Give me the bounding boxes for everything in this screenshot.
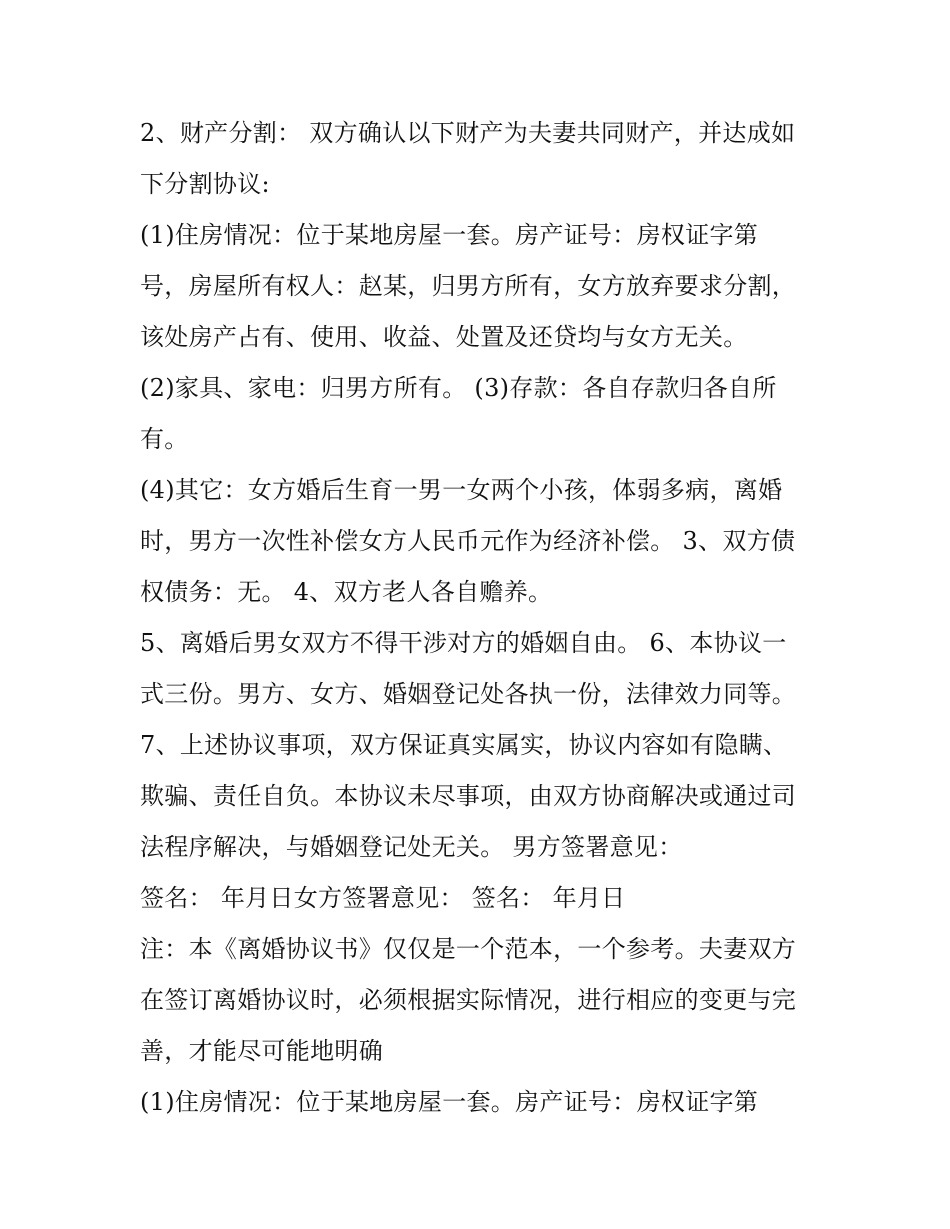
text-line: 善，才能尽可能地明确 (140, 1037, 383, 1065)
text-line: (1)住房情况：位于某地房屋一套。房产证号：房权证字第 (140, 1088, 759, 1116)
text-line: 2、财产分割： 双方确认以下财产为夫妻共同财产，并达成如 (140, 119, 796, 147)
text-line: (2)家具、家电：归男方所有。 (3)存款：各自存款归各自所 (140, 374, 777, 402)
text-line: 法程序解决，与婚姻登记处无关。 男方签署意见： (140, 833, 683, 861)
text-line: 式三份。男方、女方、婚姻登记处各执一份，法律效力同等。 (140, 680, 797, 708)
text-line: 权债务：无。 4、双方老人各自赡养。 (140, 578, 553, 606)
text-line: (4)其它：女方婚后生育一男一女两个小孩，体弱多病，离婚 (140, 476, 783, 504)
text-line: 有。 (140, 425, 189, 453)
text-line: 7、上述协议事项，双方保证真实属实，协议内容如有隐瞒、 (140, 731, 788, 759)
text-line: 签名： 年月日女方签署意见： 签名： 年月日 (140, 884, 626, 912)
text-line: 下分割协议: (140, 170, 270, 198)
text-line: 在签订离婚协议时，必须根据实际情况，进行相应的变更与完 (140, 986, 797, 1014)
text-line: 5、离婚后男女双方不得干涉对方的婚姻自由。 6、本协议一 (140, 629, 787, 657)
document-body (140, 108, 820, 1128)
text-line: (1)住房情况：位于某地房屋一套。房产证号：房权证字第 (140, 221, 759, 249)
text-line: 号，房屋所有权人：赵某，归男方所有，女方放弃要求分割， (140, 272, 797, 300)
text-line: 注：本《离婚协议书》仅仅是一个范本，一个参考。夫妻双方 (140, 935, 797, 963)
text-line: 欺骗、责任自负。本协议未尽事项，由双方协商解决或通过司 (140, 782, 797, 810)
text-line: 时，男方一次性补偿女方人民币元作为经济补偿。 3、双方债 (140, 527, 796, 555)
text-line: 该处房产占有、使用、收益、处置及还贷均与女方无关。 (140, 323, 748, 351)
